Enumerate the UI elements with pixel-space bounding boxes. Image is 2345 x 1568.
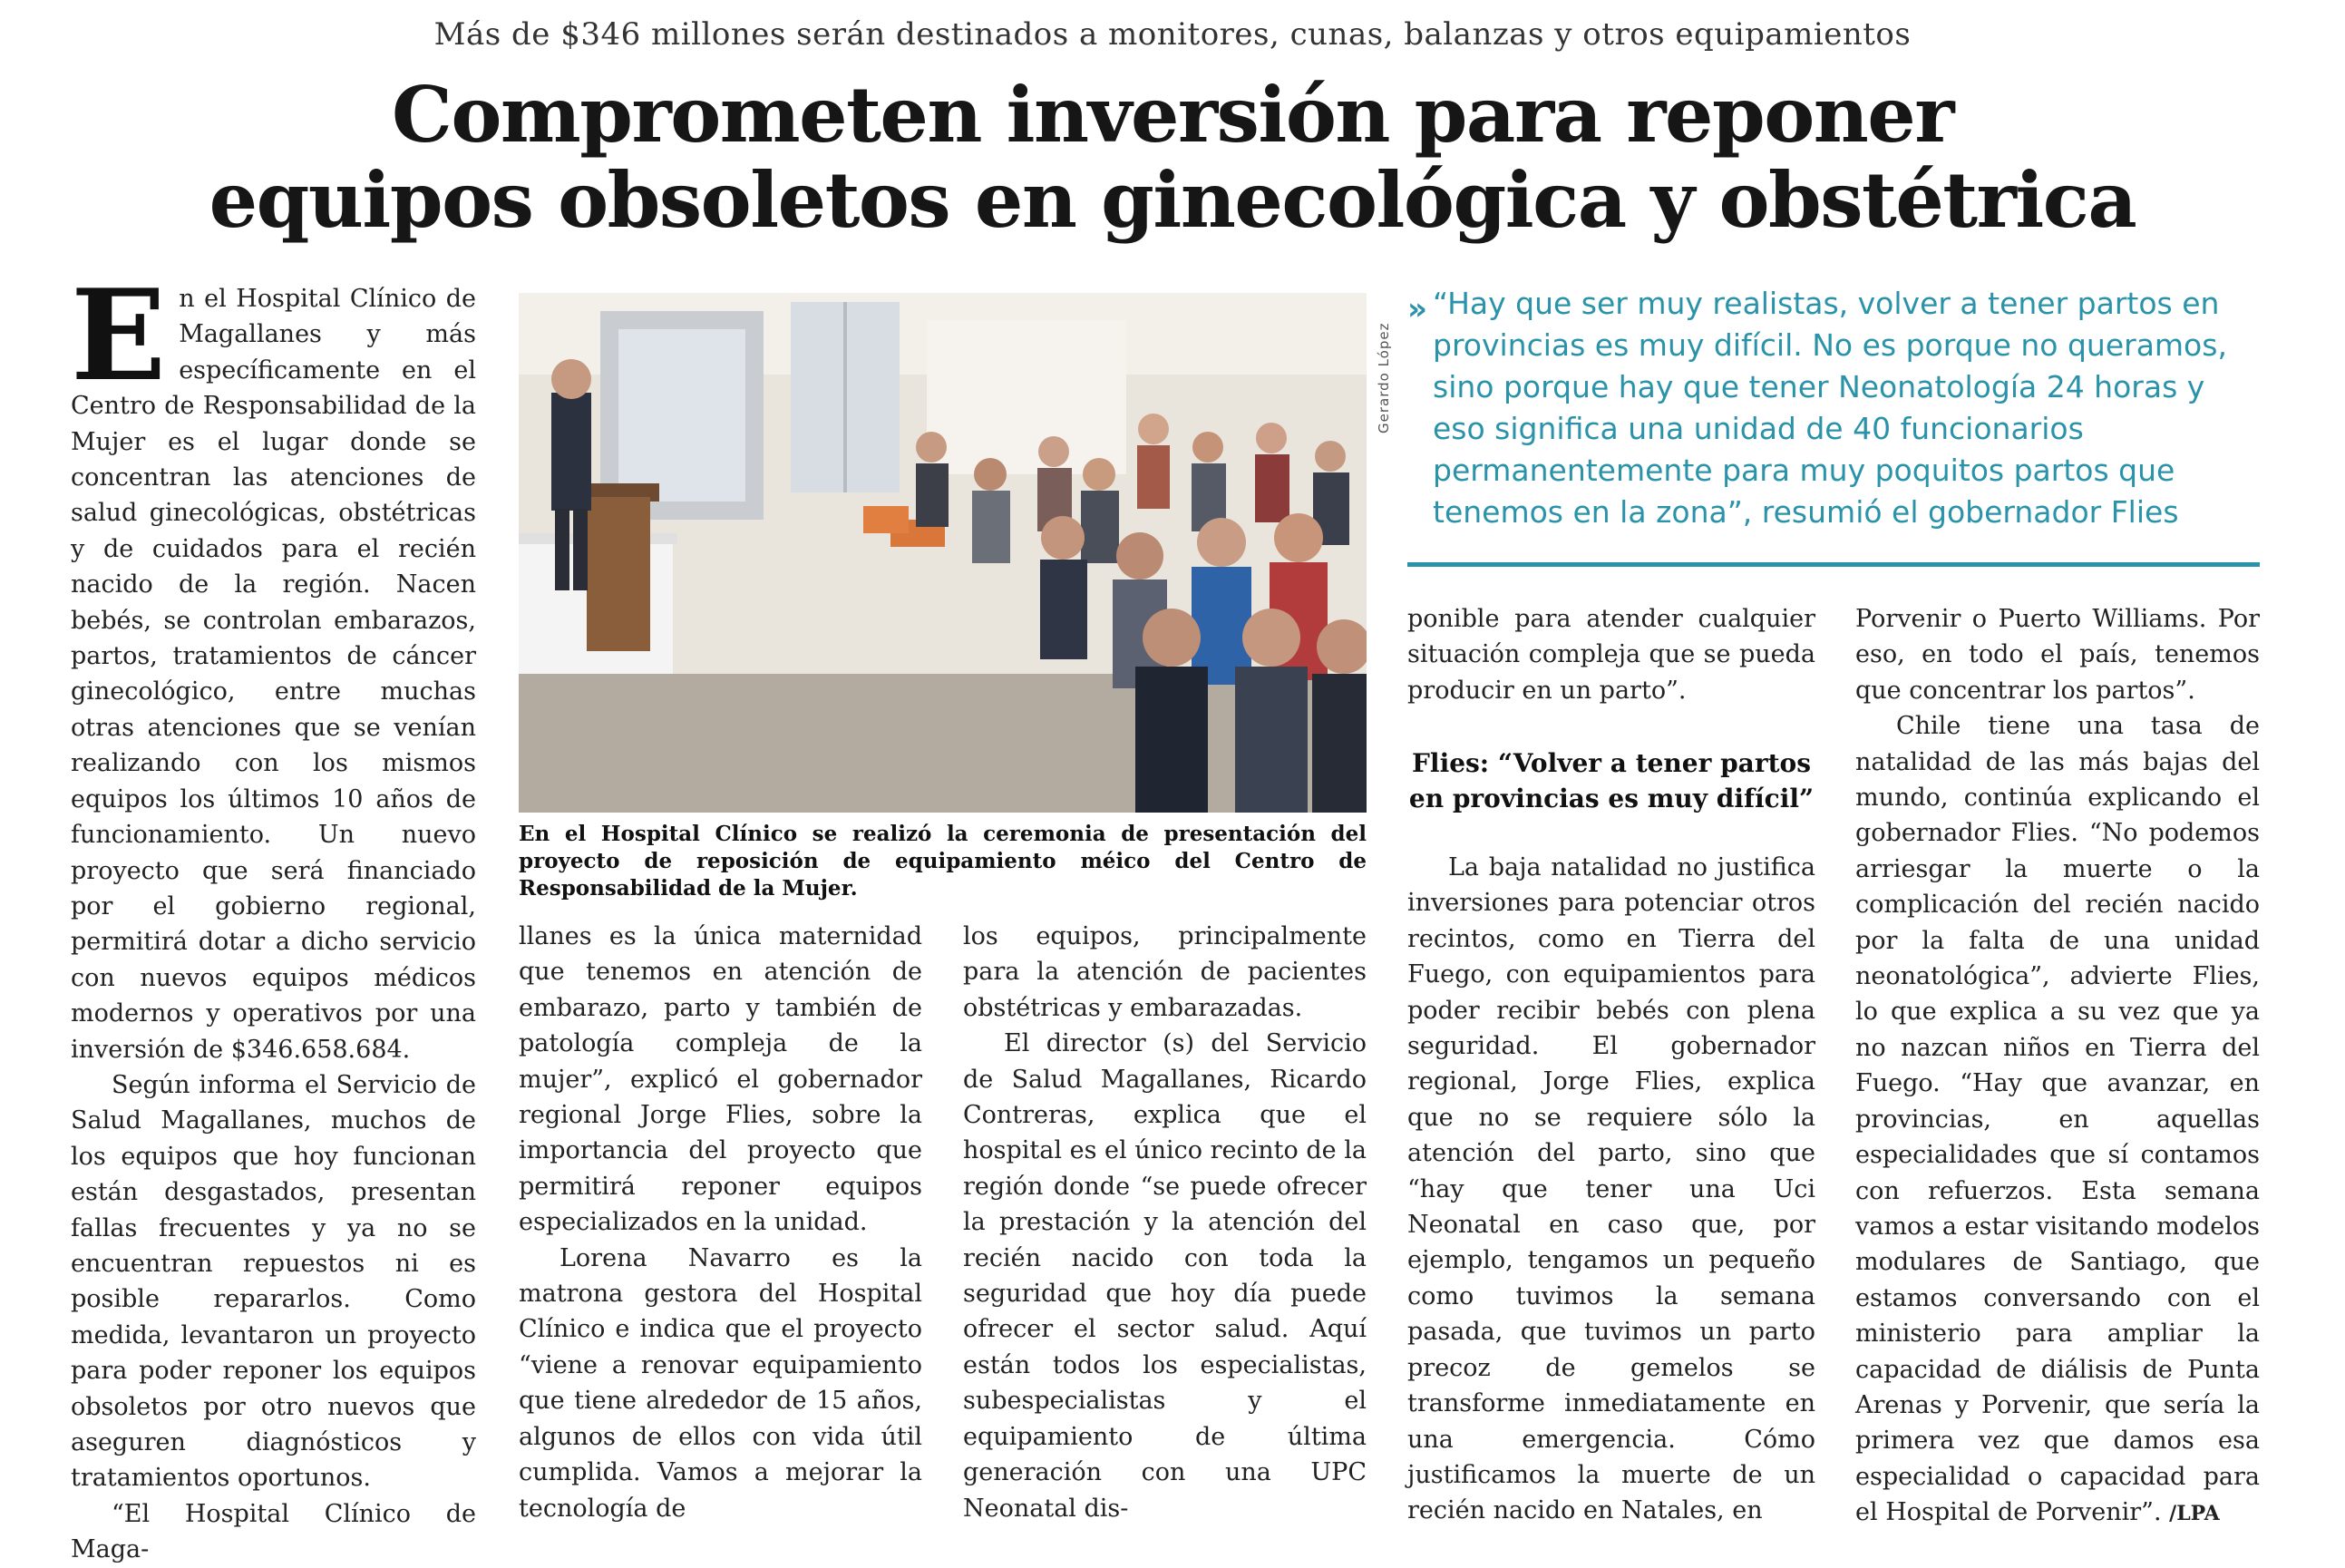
headline-line-2: equipos obsoletos en ginecológica y obstétrica [209,155,2136,245]
column-2-paragraph-2: Lorena Navarro es la matrona gestora del Hospital Clínico e indica que el proyecto “viene a renovar equipamiento que tiene alrededor de 15 años, algunos de ellos con vida útil cumplida. Vamos a mejorar la tecnología de [519,1243,922,1523]
pull-quote [1407,283,2260,533]
column-3 [963,919,1367,1526]
section-subhead: Flies: “Volver a tener partos en provincias es muy difícil” [1408,748,1815,813]
column-2-paragraph-1: llanes es la única maternidad que tenemos en atención de embarazo, parto y también de patología compleja de la mujer”, explicó el gobernador regional Jorge Flies, sobre la importancia del proyecto que permitirá reponer equipos especializados en la unidad. [519,922,922,1237]
event-photo [519,293,1367,813]
column-4-paragraph-1: ponible para atender cualquier situación compleja que se pueda producir en un parto”. [1407,605,1815,705]
column-5-paragraph-1: Porvenir o Puerto Williams. Por eso, en todo el país, tenemos que concentrar los partos”. [1855,605,2260,705]
headline-line-1: Comprometen inversión para reponer [391,70,1954,160]
column-1 [71,261,476,1568]
column-1-paragraph-1 [71,261,476,1067]
column-3-paragraph-1: los equipos, principalmente para la atención de pacientes obstétricas y embarazadas. [963,922,1367,1022]
audience-photo-illustration [519,293,1367,813]
drop-cap: E [71,261,167,409]
photo-credit: Gerardo López [1376,322,1392,433]
column-1-paragraph-3: “El Hospital Clínico de Maga- [71,1499,476,1564]
double-chevron-icon: ›› [1407,291,1423,327]
headline [73,70,2272,245]
column-4 [1407,601,1815,708]
column-2 [519,919,922,1526]
author-signature: /LPA [2169,1502,2220,1526]
column-5-paragraph-2 [1855,708,2260,1532]
pull-quote-text: “Hay que ser muy realistas, volver a tener partos en provincias es muy difícil. No es porque no queramos, sino porque hay que tener Neonatología 24 horas y eso significa una unidad de 40 funcionarios permanentemente para muy poquitos partos que tenemos en la zona”, resumió el gobernador Flies [1433,286,2227,530]
column-4b [1407,850,1815,1529]
column-5-text-2: Chile tiene una tasa de natalidad de las más bajas del mundo, continúa explicando el gobernador Flies. “No podemos arriesgar la muerte o la complicación del recién nacido por la falta de una unidad neonatológica”, advierte Flies, lo que explica a su vez que ya no nazcan niños en Tierra del Fuego. “Hay que avanzar, en provincias, en aquellas especialidades que sí contamos con refuerzos. Esta semana vamos a estar visitando modelos modulares de Santiago, que estamos conversando con el ministerio para ampliar la capacidad de diálisis de Punta Arenas y Porvenir, que sería la primera vez que damos esa especialidad o capacidad para el Hospital de Porvenir”. [1855,712,2260,1527]
photo-caption: En el Hospital Clínico se realizó la ceremonia de presentación del proyecto de reposición de equipamiento méico del Centro de Responsabilidad de la Mujer. [519,822,1367,901]
kicker: Más de $346 millones serán destinados a monitores, cunas, balanzas y otros equipamientos [433,16,1912,53]
quote-divider [1407,562,2260,567]
column-4-paragraph-2: La baja natalidad no justifica inversiones para potenciar otros recintos, como en Tierra del Fuego, con equipamientos para poder recibir bebés con plena seguridad. El gobernador regional, Jorge Flies, explica que no se requiere sólo la atención del parto, sino que “hay que tener una Uci Neonatal en caso que, por ejemplo, tengamos un pequeño como tuvimos la semana pasada, que tuvimos un parto precoz de gemelos se transforme inmediatamente en una emergencia. Cómo justificamos la muerte de un recién nacido en Natales, en [1407,853,1815,1525]
column-1-text-1: n el Hospital Clínico de Magallanes y más específicamente en el Centro de Responsabilidad de la Mujer es el lugar donde se concentran las atenciones de salud ginecológicas, obstétricas y de cuidados para el recién nacido de la región. Nacen bebés, se controlan embarazos, partos, tratamientos de cáncer ginecológico, entre muchas otras atenciones que se venían realizando con los mismos equipos los últimos 10 años de funcionamiento. Un nuevo proyecto que será financiado por el gobierno regional, permitirá dotar a dicho servicio con nuevos equipos médicos modernos y operativos por una inversión de $346.658.684. [71,285,476,1064]
column-5 [1855,601,2260,1533]
column-3-paragraph-2: El director (s) del Servicio de Salud Magallanes, Ricardo Contreras, explica que el hospital es el único recinto de la región donde “se puede ofrecer la prestación y la atención del recién nacido con toda la seguridad que hoy día puede ofrecer el sector salud. Aquí están todos los especialistas, subespecialistas y el equipamiento de última generación con una UPC Neonatal dis- [963,1029,1367,1523]
column-1-paragraph-2: Según informa el Servicio de Salud Magallanes, muchos de los equipos que hoy funcionan están desgastados, presentan fallas frecuentes y ya no se encuentran repuestos ni es posible repararlos. Como medida, levantaron un proyecto para poder reponer los equipos obsoletos por otro nuevos que aseguren diagnósticos y tratamientos oportunos. [71,1070,476,1493]
